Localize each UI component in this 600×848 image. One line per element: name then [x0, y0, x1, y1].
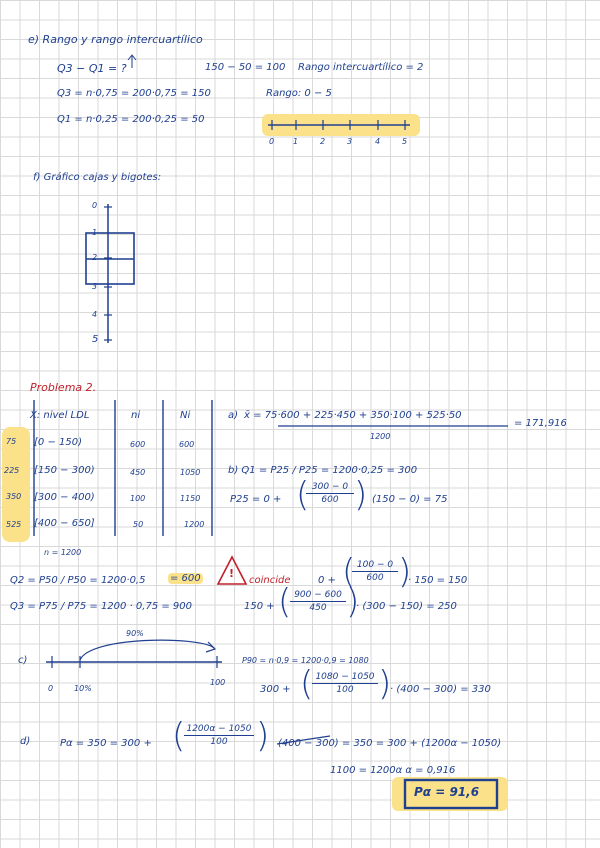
alpha-solution: 1100 = 1200α α = 0,916	[330, 765, 456, 776]
p25-frac-numerator: 300 − 0	[311, 482, 349, 492]
cumulative-Ni: 1200	[184, 520, 205, 529]
iqr-computation: 150 − 50 = 100	[205, 62, 286, 73]
coincide-note: coincide	[249, 575, 291, 586]
class-mark: 225	[4, 466, 20, 475]
table-header-ni: ni	[131, 410, 141, 421]
arc-label-90: 90%	[126, 629, 144, 638]
section-e-heading: e) Rango y rango intercuartílico	[28, 33, 203, 46]
section-f-heading: f) Gráfico cajas y bigotes:	[33, 172, 162, 183]
p90-fraction	[312, 672, 378, 695]
class-mark: 75	[6, 437, 17, 446]
p25-frac-denominator: 600	[321, 495, 339, 505]
boxplot-tick-1: 1	[92, 228, 98, 237]
mean-numerator: x̄ = 75·600 + 225·450 + 350·100 + 525·50	[244, 410, 462, 421]
part-c-label: c)	[18, 655, 28, 666]
class-mark: 525	[6, 520, 22, 529]
notebook-page: e) Rango y rango intercuartílico Q3 − Q1 = ? 150 − 50 = 100 Rango intercuartílico = 2 Q3 = n·0,75 = 200·0,75 = 150 Rango: 0 − 5 Q1 = n·0,25 = 200·0,25 = 50 0 1 2 3 4 5 f) Gráfico cajas y bigotes: 0 1 2 3 4 5 Problema 2. X: nivel LDL ni Ni 75 225 350 525 [0 − 150) [150 − 300) [300 − 400) [400 − 650] 600 450 100 50 600 1050 1150 1200 n = 1200 a) x̄ = 75·600 + 225·450 + 350·100 + 525·50 1200 = 171,916 b) Q1 = P25 / P25 = 1200·0,25 = 300 P25 = 0 + ( 300 − 0 600 ) (150 − 0) = 75 Q2 = P50 / P50 = 1200·0,5 = 600 ! coincide 0 + ( 100 − 0 600 ) · 150 = 150 Q3 = P75 / P75 = 1200 · 0,75 = 900 150 + ( 900 − 600 450 ) · (300 − 150) = 250 c) 90% 0 10% 100 P90 = n·0,9 = 1200·0,9 = 1080 300 + ( 1080 − 1050 100 ) · (400 − 300) = 330 d) Pα = 350 = 300 + ( 1200α − 1050 100 ) (400 − 300) = 350 = 300 + (1200α − 1050) 1100 = 1200α α = 0,916 Pα = 91,6	[0, 0, 600, 848]
iqr-formula: Q3 − Q1 = ?	[57, 62, 127, 75]
q2-line: Q2 = P50 / P50 = 1200·0,5	[10, 575, 146, 586]
range-tick-5: 5	[402, 137, 408, 146]
p25-fraction	[306, 482, 354, 505]
p-alpha-fraction	[184, 724, 254, 747]
cumulative-Ni: 1150	[180, 494, 201, 503]
p90-start: 300 +	[260, 684, 291, 695]
line-tick-0: 0	[48, 684, 54, 693]
q2-fraction	[352, 560, 398, 583]
table-header-Ni: Ni	[180, 410, 191, 421]
range-tick-3: 3	[347, 137, 353, 146]
cumulative-Ni: 1050	[180, 468, 201, 477]
frequency-ni: 600	[130, 440, 146, 449]
range-tick-0: 0	[269, 137, 275, 146]
p90-end: · (400 − 300) = 330	[390, 684, 491, 695]
mean-denominator: 1200	[370, 432, 391, 441]
iqr-result: Rango intercuartílico = 2	[298, 62, 424, 73]
line-tick-10: 10%	[74, 684, 92, 693]
q3-mid-end: · (300 − 150) = 250	[356, 601, 457, 612]
q2-mid-start: 0 +	[318, 575, 336, 586]
q3-frac-denominator: 450	[309, 603, 327, 613]
warning-mark: !	[229, 567, 235, 580]
class-mark: 350	[6, 492, 22, 501]
q2-highlight: = 600	[170, 573, 201, 584]
q2-frac-numerator: 100 − 0	[356, 560, 394, 570]
interval: [150 − 300)	[34, 465, 95, 476]
interval: [300 − 400)	[34, 492, 95, 503]
p-alpha-start: Pα = 350 = 300 +	[60, 738, 152, 749]
range-tick-2: 2	[320, 137, 326, 146]
boxplot-tick-4: 4	[92, 310, 98, 319]
table-header-x: X: nivel LDL	[30, 410, 90, 421]
p25-end: (150 − 0) = 75	[372, 494, 448, 505]
boxplot-tick-0: 0	[92, 201, 98, 210]
boxplot-tick-5: 5	[92, 334, 99, 345]
q3-computation: Q3 = n·0,75 = 200·0,75 = 150	[57, 88, 211, 99]
frequency-ni: 100	[130, 494, 146, 503]
part-d-label: d)	[20, 736, 31, 747]
q3-fraction	[290, 590, 346, 613]
problem-2-title: Problema 2.	[30, 381, 97, 394]
q2-frac-denominator: 600	[366, 573, 384, 583]
interval: [0 − 150)	[34, 437, 82, 448]
p90-frac-denominator: 100	[336, 685, 354, 695]
frequency-ni: 50	[133, 520, 144, 529]
mean-result: = 171,916	[514, 418, 567, 429]
boxplot-tick-2: 2	[92, 253, 98, 262]
q1-computation: Q1 = n·0,25 = 200·0,25 = 50	[57, 114, 205, 125]
interval: [400 − 650]	[34, 518, 95, 529]
part-a-label: a)	[228, 410, 239, 421]
p25-start: P25 = 0 +	[230, 494, 282, 505]
frequency-ni: 450	[130, 468, 146, 477]
range-result: Rango: 0 − 5	[266, 88, 332, 99]
boxplot-tick-3: 3	[92, 282, 98, 291]
p-alpha-frac-denominator: 100	[210, 737, 228, 747]
arc-90	[80, 640, 214, 660]
p90-line: P90 = n·0,9 = 1200·0,9 = 1080	[242, 656, 369, 665]
cumulative-Ni: 600	[179, 440, 195, 449]
q3-line: Q3 = P75 / P75 = 1200 · 0,75 = 900	[10, 601, 193, 612]
p90-frac-numerator: 1080 − 1050	[315, 672, 375, 682]
p-alpha-mid: (400 − 300) = 350 = 300 + (1200α − 1050)	[278, 738, 502, 749]
range-tick-1: 1	[293, 137, 299, 146]
range-tick-4: 4	[375, 137, 381, 146]
q3-frac-numerator: 900 − 600	[294, 590, 342, 600]
final-answer: Pα = 91,6	[414, 785, 480, 799]
q2-mid-end: · 150 = 150	[408, 575, 468, 586]
q3-mid-start: 150 +	[244, 601, 275, 612]
p-alpha-frac-numerator: 1200α − 1050	[186, 724, 252, 734]
line-tick-100: 100	[210, 678, 226, 687]
sample-size: n = 1200	[44, 548, 82, 557]
q1-percentile-line: b) Q1 = P25 / P25 = 1200·0,25 = 300	[228, 465, 418, 476]
